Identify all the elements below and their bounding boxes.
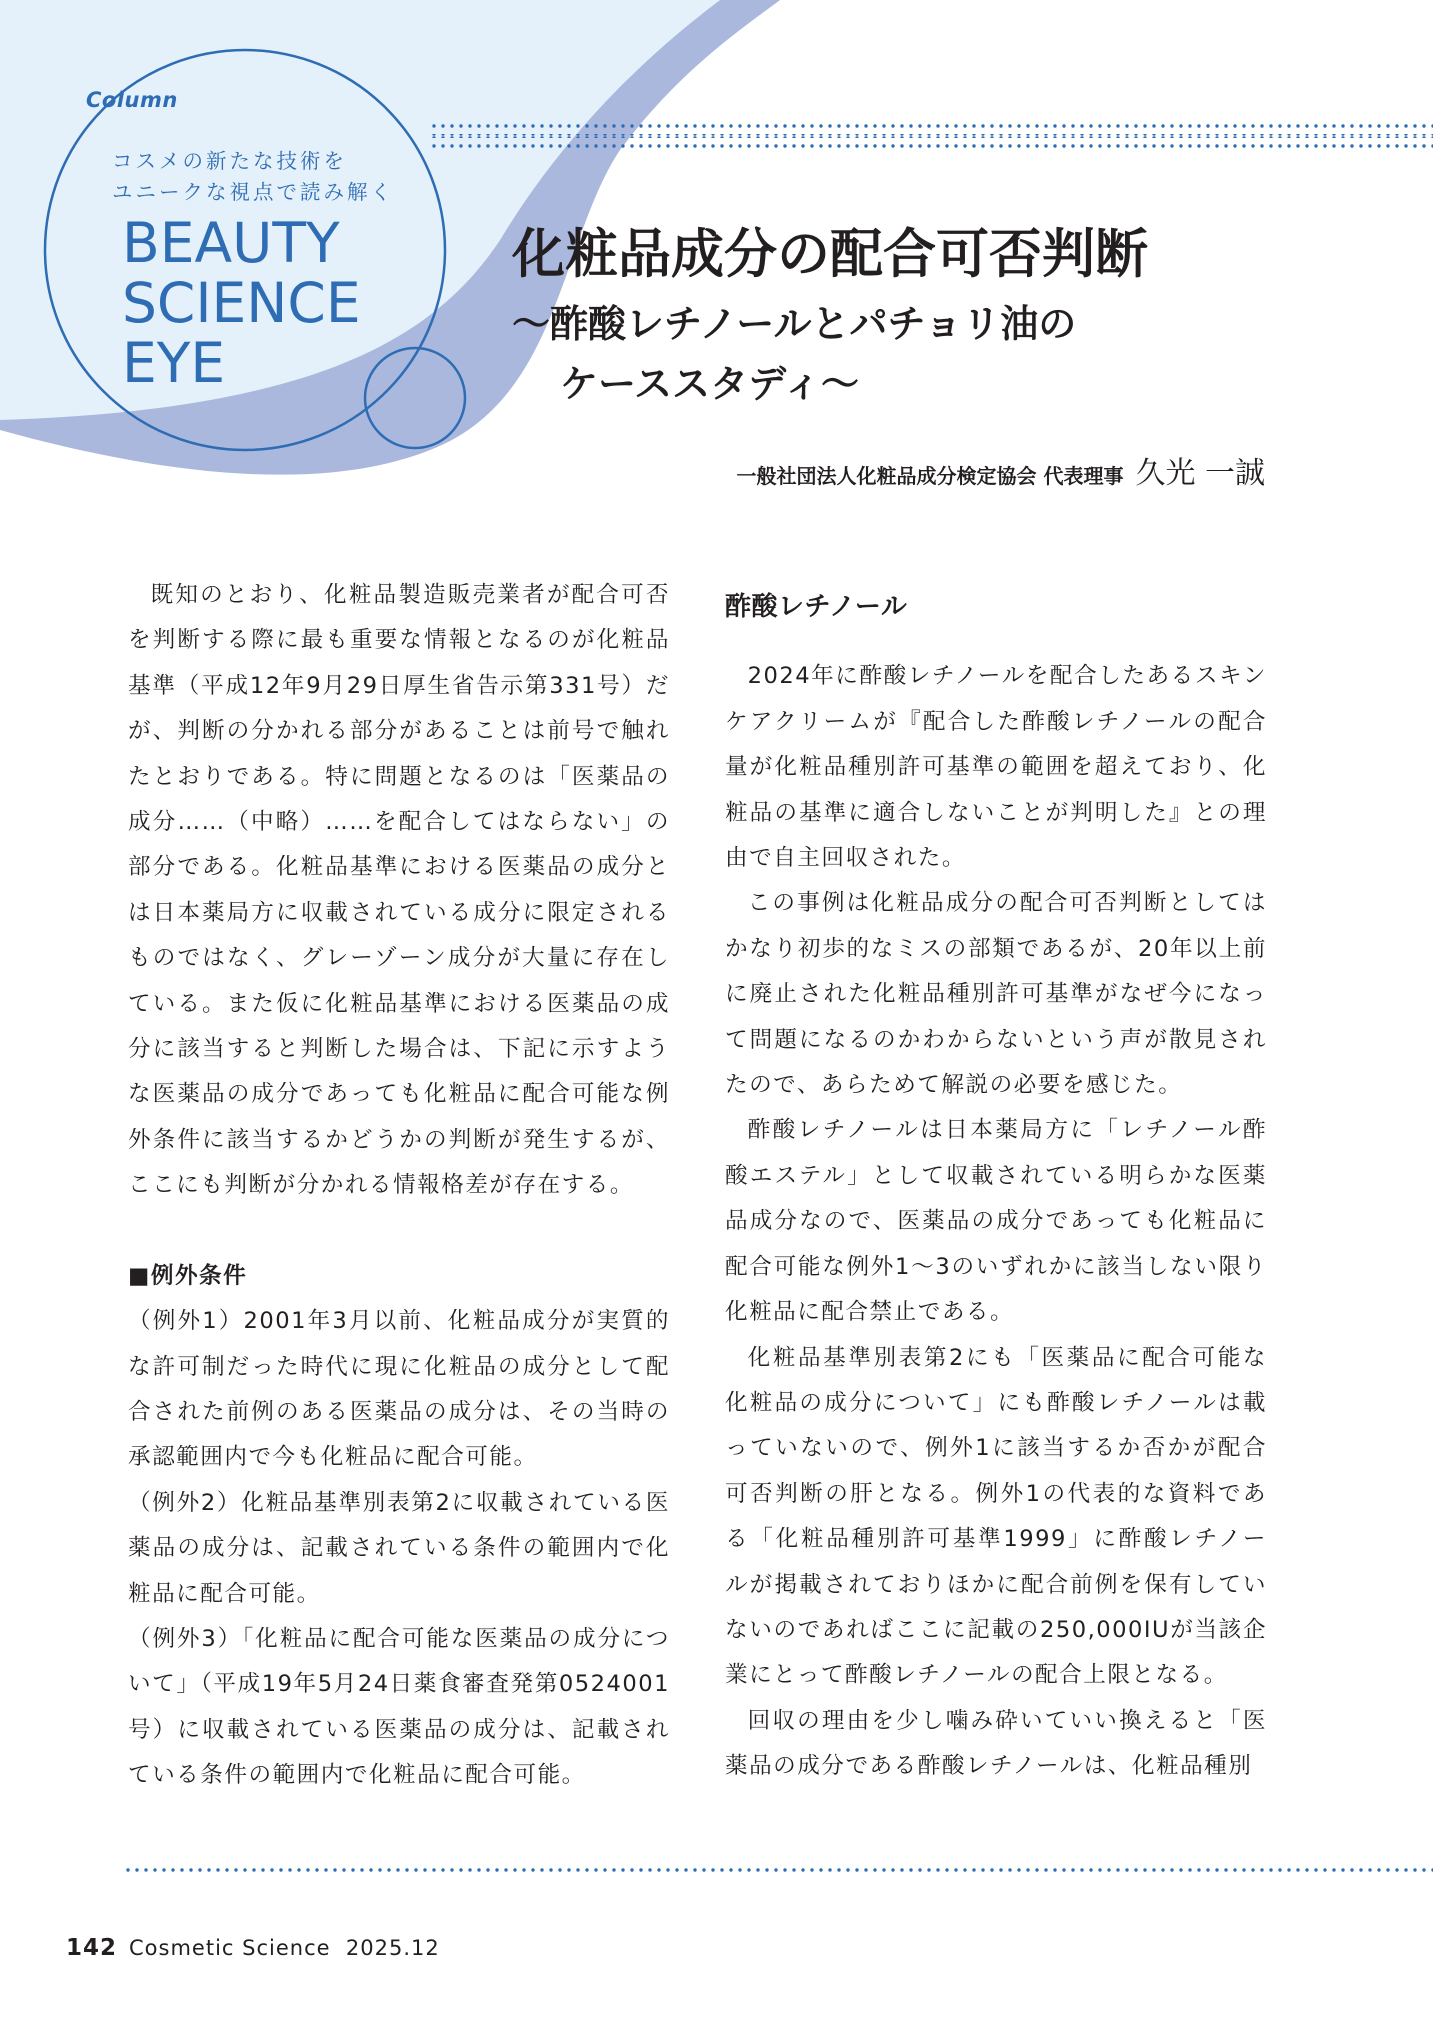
article-title: 化粧品成分の配合可否判断 [512, 224, 1148, 285]
tagline-line-2: ユニークな視点で読み解く [112, 180, 394, 204]
author-byline [736, 448, 1265, 492]
right-paragraph-4: 化粧品基準別表第2にも「医薬品に配合可能な化粧品の成分について」にも酢酸レチノールは載っていないので、例外1に該当するか否かが配合可否判断の肝となる。例外1の代表的な資料である「化粧品種別許可基準1999」に酢酸レチノールが掲載されておりほかに配合前例を保有していないのであればここに記載の250,000IUが当該企業にとって酢酸レチノールの配合上限となる。 [725, 1344, 1267, 1689]
exceptions-heading: ■例外条件 [128, 1262, 248, 1289]
right-column [725, 573, 1267, 1790]
author-affiliation: 一般社団法人化粧品成分検定協会 代表理事 [736, 464, 1124, 488]
right-paragraph-2: この事例は化粧品成分の配合可否判断としてはかなり初歩的なミスの部類であるが、20年以上前に廃止された化粧品種別許可基準がなぜ今になって問題になるのかわからないという声が散見されたので、あらためて解説の必要を感じた。 [725, 890, 1267, 1099]
right-paragraph-1: 2024年に酢酸レチノールを配合したあるスキンケアクリームが『配合した酢酸レチノールの配合量が化粧品種別許可基準の範囲を超えており、化粧品の基準に適合しないことが判明した』との理由で自主回収された。 [725, 663, 1267, 872]
series-title-line-2: SCIENCE [122, 271, 361, 335]
series-title-line-3: EYE [122, 331, 226, 395]
right-paragraph-5: 回収の理由を少し噛み砕いていい換えると「医薬品の成分である酢酸レチノールは、化粧品種別 [725, 1707, 1267, 1780]
right-paragraph-3: 酢酸レチノールは日本薬局方に「レチノール酢酸エステル」として収載されている明らかな医薬品成分なので、医薬品の成分であっても化粧品に配合可能な例外1～3のいずれかに該当しない限り化粧品に配合禁止である。 [725, 1117, 1267, 1326]
series-tagline [112, 146, 394, 208]
article-subtitle [512, 294, 1076, 414]
subtitle-line-2: ケーススタディ～ [560, 362, 860, 406]
intro-paragraph: 既知のとおり、化粧品製造販売業者が配合可否を判断する際に最も重要な情報となるのが化粧品基準（平成12年9月29日厚生省告示第331号）だが、判断の分かれる部分があることは前号で触れたとおりである。特に問題となるのは「医薬品の成分……（中略）……を配合してはならない」の部分である。化粧品基準における医薬品の成分とは日本薬局方に収載されている成分に限定されるものではなく、グレーゾーン成分が大量に存在している。また仮に化粧品基準における医薬品の成分に該当すると判断した場合は、下記に示すような医薬品の成分であっても化粧品に配合可能な例外条件に該当するかどうかの判断が発生するが、ここにも判断が分かれる情報格差が存在する。 [128, 582, 670, 1199]
left-column [128, 573, 670, 1799]
page-number: 142 [66, 1935, 118, 1961]
section-heading: 酢酸レチノール [725, 592, 908, 622]
publication-name: Cosmetic Science [129, 1936, 331, 1960]
issue-date: 2025.12 [345, 1936, 440, 1960]
exception-1: （例外1）2001年3月以前、化粧品成分が実質的な許可制だった時代に現に化粧品の成分として配合された前例のある医薬品の成分は、その当時の承認範囲内で今も化粧品に配合可能。 [128, 1308, 670, 1471]
series-title-line-1: BEAUTY [122, 211, 340, 275]
series-title [122, 213, 361, 393]
author-name: 久光 一誠 [1135, 456, 1265, 491]
subtitle-line-1: ～酢酸レチノールとパチョリ油の [512, 302, 1077, 346]
tagline-line-1: コスメの新たな技術を [112, 149, 347, 173]
exception-3: （例外3）「化粧品に配合可能な医薬品の成分について」（平成19年5月24日薬食審査発第0524001号）に収載されている医薬品の成分は、記載されている条件の範囲内で化粧品に配合可能。 [128, 1625, 670, 1789]
footer-dot-rule [126, 1868, 1433, 1872]
header-dot-rule [430, 124, 1433, 148]
page-footer [66, 1935, 440, 1961]
paragraph-spacer [128, 1209, 670, 1254]
exception-2: （例外2）化粧品基準別表第2に収載されている医薬品の成分は、記載されている条件の範囲内で化粧品に配合可能。 [128, 1489, 670, 1607]
column-label: Column [86, 88, 178, 112]
